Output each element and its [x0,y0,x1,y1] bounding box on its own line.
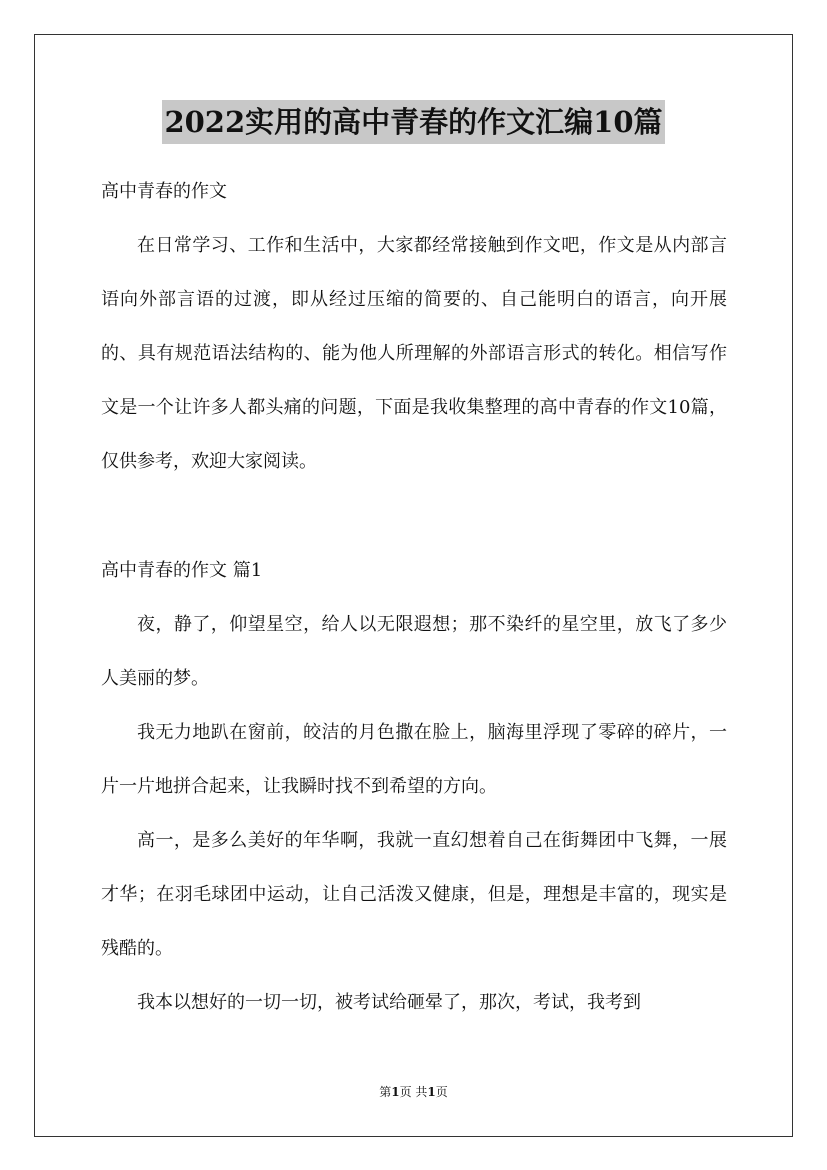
page-footer [0,1083,827,1101]
footer-page-current: 1 [391,1085,400,1099]
section-1-paragraph-3: 高一，是多么美好的年华啊，我就一直幻想着自己在街舞团中飞舞，一展才华；在羽毛球团中运动，让自己活泼又健康，但是，理想是丰富的，现实是残酷的。 [101,830,727,959]
footer-page-suffix: 页 [435,1085,448,1099]
footer-page-prefix: 第 [379,1085,392,1099]
intro-paragraph: 在日常学习、工作和生活中，大家都经常接触到作文吧，作文是从内部言语向外部言语的过渡，即从经过压缩的简要的、自己能明白的语言，向开展的、具有规范语法结构的、能为他人所理解的外部语言形式的转化。相信写作文是一个让许多人都头痛的问题，下面是我收集整理的高中青春的作文10篇，仅供参考，欢迎大家阅读。 [101,235,727,472]
document-title: 2022实用的高中青春的作文汇编10篇 [162,100,664,144]
footer-page-mid: 页 共 [399,1085,428,1099]
document-body [101,165,727,1030]
section-1-paragraph-1: 夜，静了，仰望星空，给人以无限遐想；那不染纤的星空里，放飞了多少人美丽的梦。 [101,614,727,689]
title-container [0,100,827,144]
section-1-heading: 高中青春的作文 篇1 [101,560,263,581]
footer-page-total: 1 [427,1085,436,1099]
section-1-paragraph-4: 我本以想好的一切一切，被考试给砸晕了，那次，考试，我考到 [137,992,641,1013]
intro-heading: 高中青春的作文 [101,181,227,202]
section-1-paragraph-2: 我无力地趴在窗前，皎洁的月色撒在脸上，脑海里浮现了零碎的碎片，一片一片地拼合起来，让我瞬时找不到希望的方向。 [101,722,727,797]
